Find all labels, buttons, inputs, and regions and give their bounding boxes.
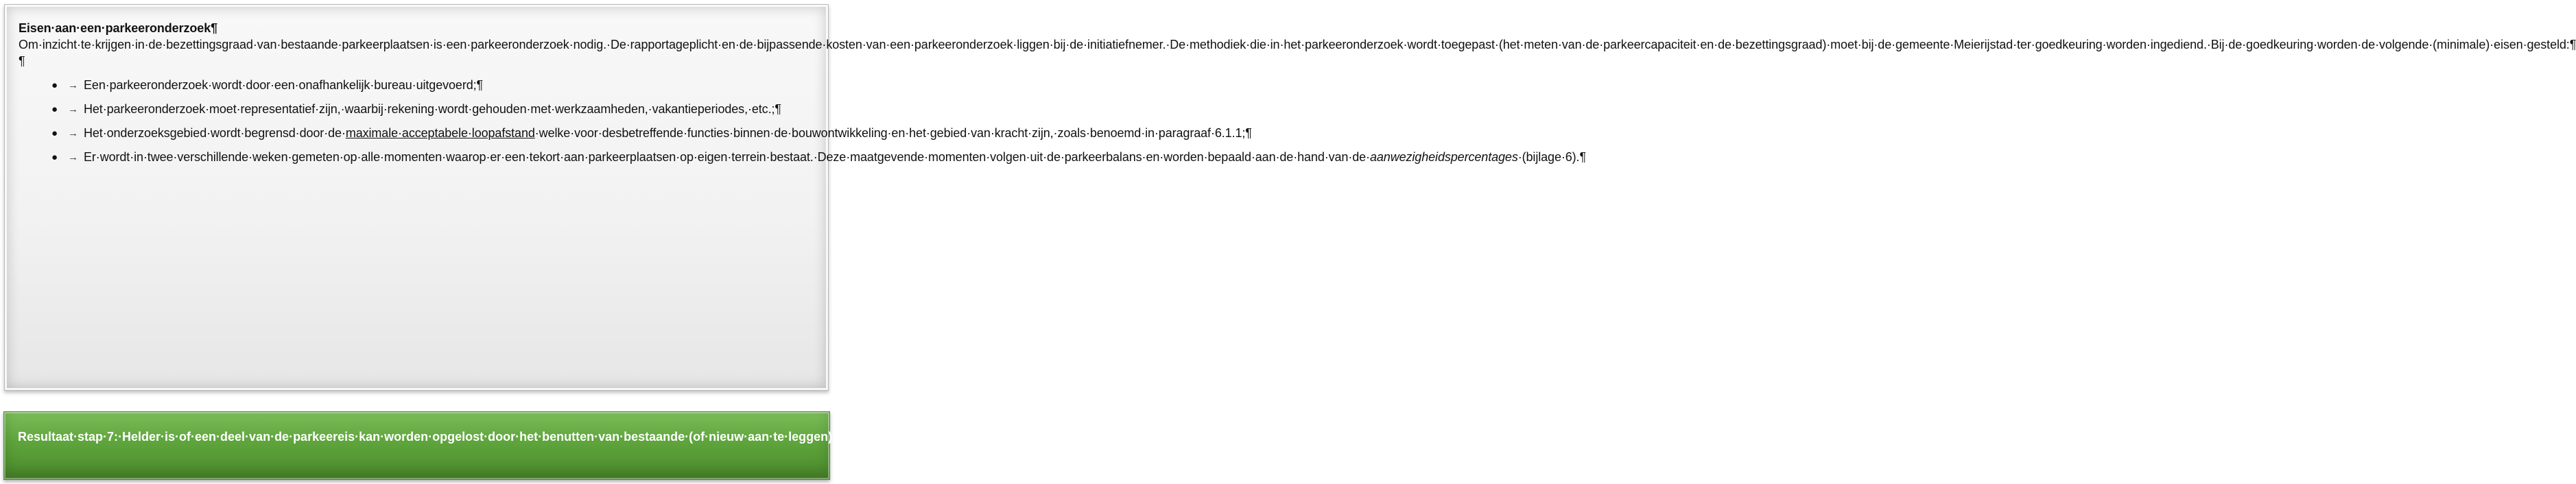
- intro-paragraph: Om·inzicht·te·krijgen·in·de·bezettingsgraad·van·bestaande·parkeerplaatsen·is·een·parkeeronderzoek·nodig.·De·rapportageplicht·en·de·bijpassende·kosten·van·een·parkeeronderzoek·liggen·bij·de·initiatiefnemer.·De·methodiek·die·in·het·parkeeronderzoek·wordt·toegepast·(het·meten·van·de·parkeercapaciteit·en·de·bezettingsgraad)·moet·bij·de·gemeente·Meierijstad·ter·goedkeuring·worden·ingediend.·Bij·de·goedkeuring·worden·de·volgende·(minimale)·eisen·gesteld:¶: [19, 38, 2576, 51]
- underlined-term: maximale·acceptabele·loopafstand: [345, 126, 535, 140]
- list-item-text: Een·parkeeronderzoek·wordt·door·een·onafhankelijk·bureau·uitgevoerd;¶: [84, 78, 484, 92]
- list-item: [19, 73, 821, 97]
- list-item: [19, 121, 1252, 145]
- list-item: [19, 145, 1587, 169]
- requirements-box: [4, 4, 2576, 391]
- empty-paragraph-mark: ¶: [19, 54, 25, 68]
- result-text: Resultaat·stap·7:·Helder·is·of·een·deel·van·de·parkeereis·kan·worden·opgelost·door·het·benutten·van·bestaande·(of·nieuw·aan·te·leggen)·parkeerplaatsen·in·de·openbare·ruimte.·¶: [18, 430, 1081, 444]
- tab-arrow-icon: →: [68, 152, 78, 163]
- tab-arrow-icon: →: [68, 128, 78, 139]
- list-item-text-end: ·welke·voor·desbetreffende·functies·binnen·de·bouwontwikkeling·en·het·gebied·van·kracht·zijn,·zoals·benoemd·in·paragraaf·6.1.1;¶: [534, 126, 1252, 140]
- list-item-text-start: Het·onderzoeksgebied·wordt·begrensd·door·de·: [84, 126, 346, 140]
- requirements-content: [19, 20, 2576, 169]
- list-item-text-end: ·(bijlage·6).¶: [1517, 150, 1587, 164]
- result-banner: [3, 411, 1081, 480]
- tab-arrow-icon: →: [68, 80, 78, 91]
- tab-arrow-icon: →: [68, 104, 78, 115]
- bullet-icon: ●: [51, 80, 58, 91]
- italic-term: aanwezigheidspercentages: [1369, 150, 1518, 164]
- bullet-icon: ●: [51, 152, 58, 163]
- requirements-list: [19, 73, 1587, 169]
- list-item: [19, 97, 821, 121]
- bullet-icon: ●: [51, 104, 58, 115]
- list-item-text: Het·parkeeronderzoek·moet·representatief·zijn,·waarbij·rekening·wordt·gehouden·met·werkzaamheden,·vakantieperiodes,·etc.;¶: [84, 102, 781, 116]
- requirements-heading: Eisen·aan·een·parkeeronderzoek¶: [19, 21, 218, 35]
- list-item-text-start: Er·wordt·in·twee·verschillende·weken·gemeten·op·alle·momenten·waarop·er·een·tekort·aan·parkeerplaatsen·op·eigen·terrein·bestaat.·Deze·maatgevende·momenten·volgen·uit·de·parkeerbalans·en·worden·bepaald·aan·de·hand·van·de·: [84, 150, 1370, 164]
- bullet-icon: ●: [51, 128, 58, 139]
